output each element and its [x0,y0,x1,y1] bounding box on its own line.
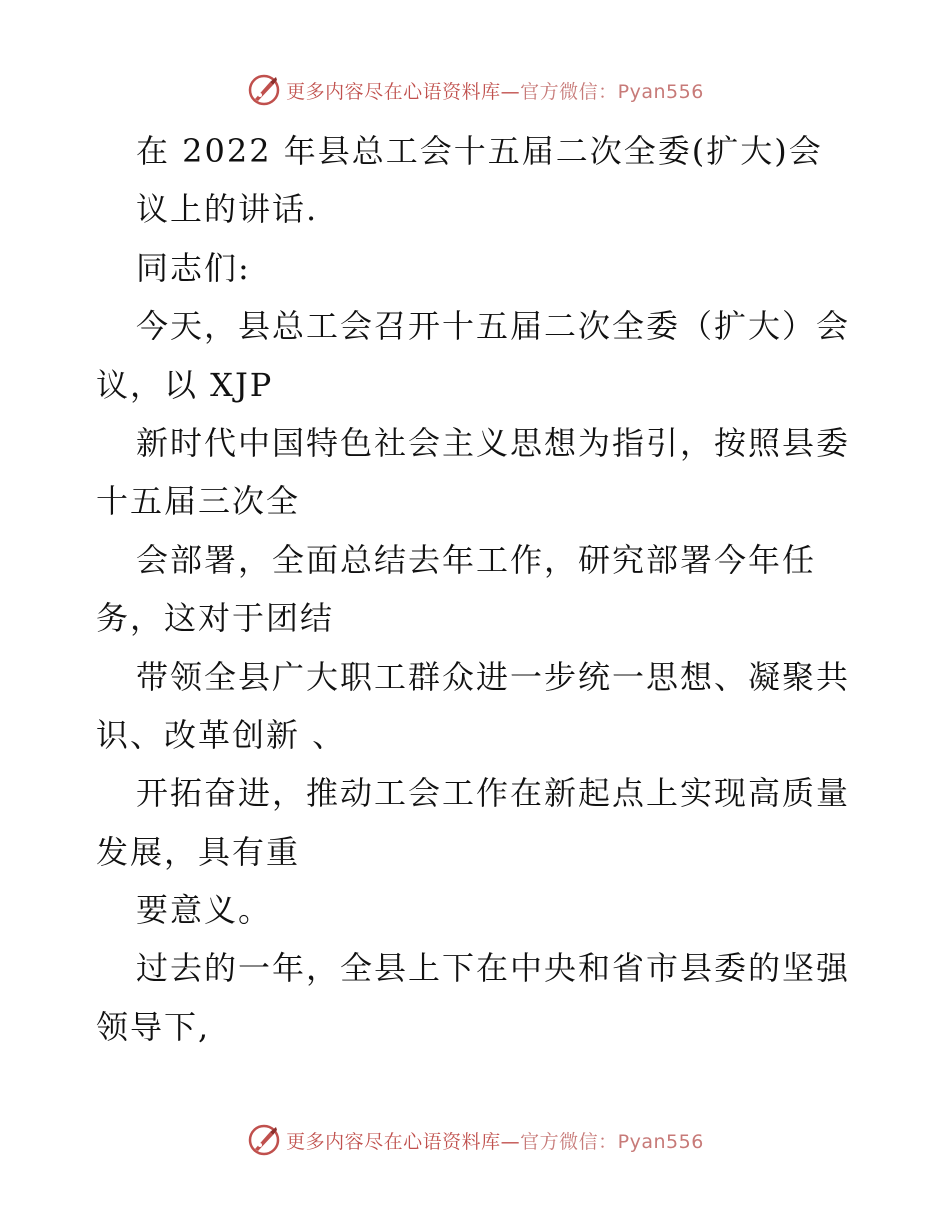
document-line: 要意义。 [136,891,273,930]
document-line: 今天，县总工会召开十五届二次全委（扩大）会 [136,307,851,346]
document-line: 同志们: [136,248,251,287]
document-line: 带领全县广大职工群众进一步统一思想、凝聚共 [136,657,851,696]
document-line: 议，以 XJP [96,365,274,404]
document-body [96,122,856,1056]
quill-pen-logo-icon [246,72,282,108]
document-line: 识、改革创新 、 [96,715,347,754]
document-line: 新时代中国特色社会主义思想为指引，按照县委 [136,423,851,462]
header-banner [0,70,950,110]
document-line: 领导下, [96,1007,211,1046]
banner-wechat: 官方微信：Pyan556 [520,1130,704,1153]
document-line: 开拓奋进，推动工会工作在新起点上实现高质量 [136,774,851,813]
banner-slogan: 更多内容尽在心语资料库 [286,80,501,103]
banner-wechat: 官方微信：Pyan556 [520,80,704,103]
document-line: 过去的一年，全县上下在中央和省市县委的坚强 [136,949,851,988]
banner-text [286,77,704,104]
quill-pen-logo-icon [246,1122,282,1158]
document-line: 会部署，全面总结去年工作，研究部署今年任 [136,540,817,579]
document-line: 发展，具有重 [96,832,301,871]
banner-slogan: 更多内容尽在心语资料库 [286,1130,501,1153]
banner-text [286,1127,704,1154]
document-line: 议上的讲话. [136,190,319,229]
banner-dash: — [500,80,521,103]
banner-dash: — [500,1130,521,1153]
document-line: 在 2022 年县总工会十五届二次全委(扩大)会 [136,132,823,170]
document-line: 十五届三次全 [96,482,301,521]
document-line: 务，这对于团结 [96,599,335,638]
footer-banner [0,1120,950,1160]
